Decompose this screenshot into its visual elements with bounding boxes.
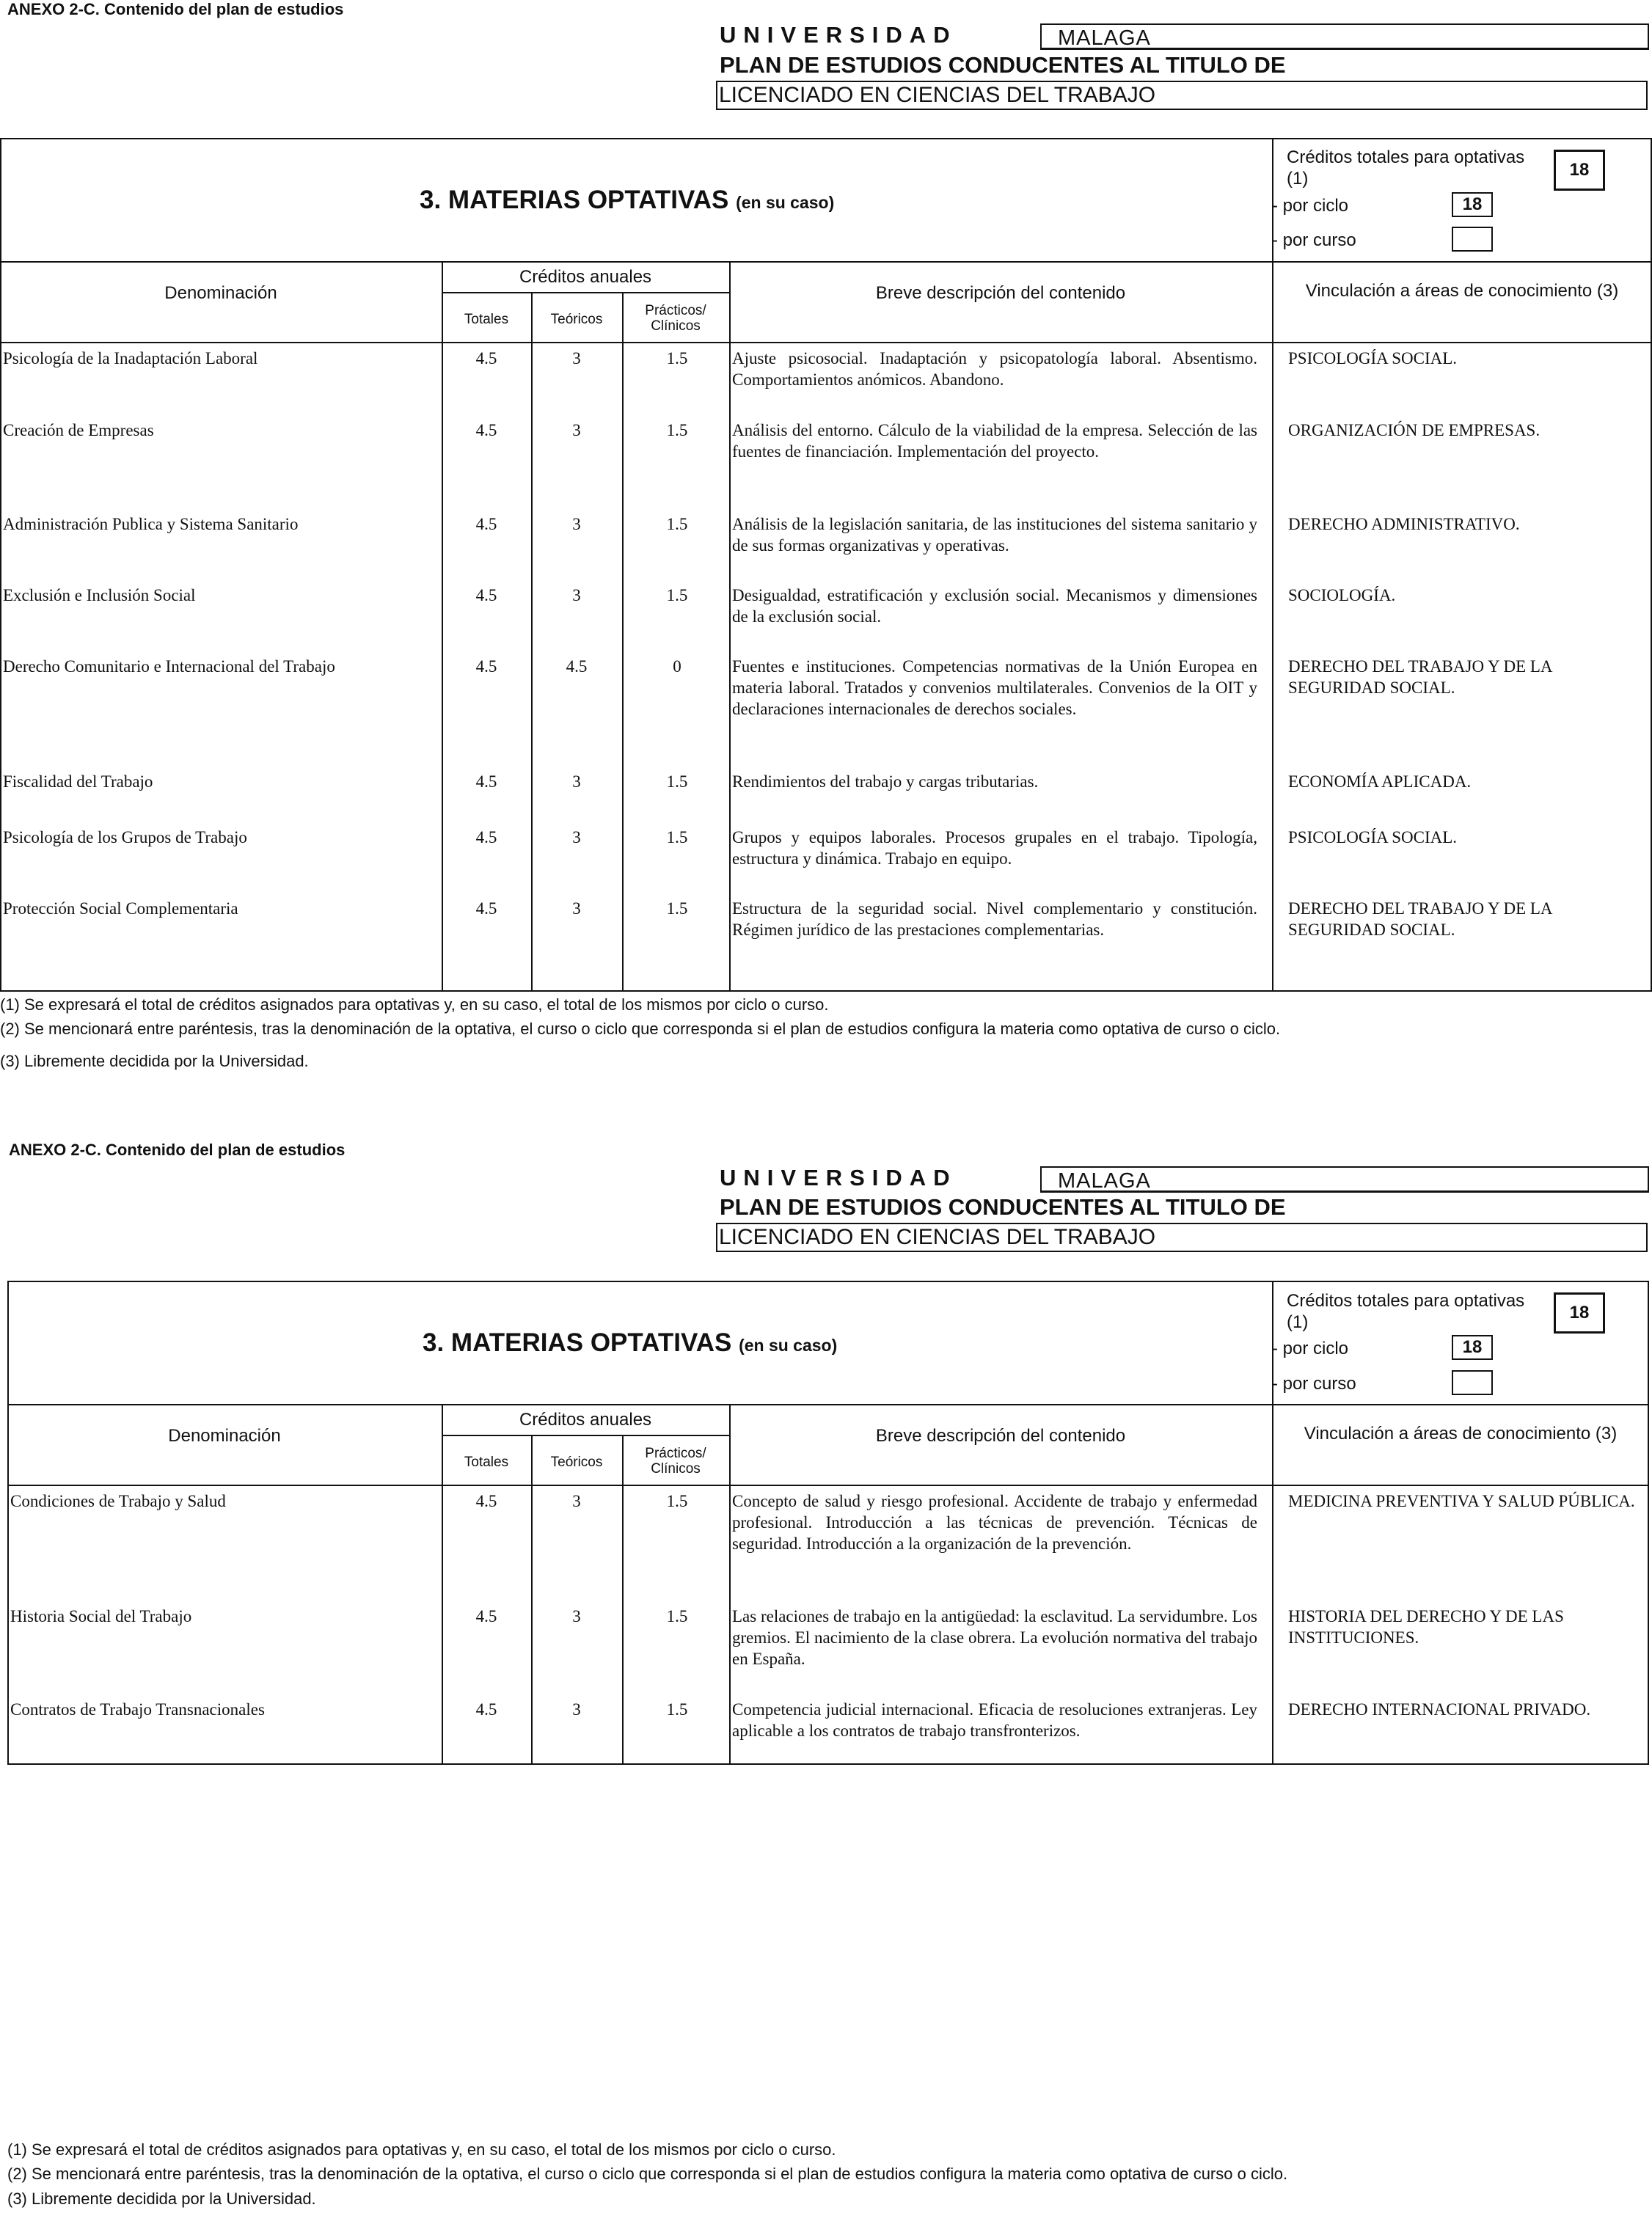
row-descripcion: Rendimientos del trabajo y cargas tributarias.: [732, 772, 1039, 791]
row-practicos: 1.5: [666, 349, 688, 367]
header-denominacion: Denominación: [164, 283, 277, 303]
header-totales: Totales: [464, 312, 509, 327]
row-denominacion: Administración Publica y Sistema Sanitario: [3, 515, 299, 533]
row-area: HISTORIA DEL DERECHO Y DE LAS INSTITUCIONES.: [1288, 1607, 1564, 1647]
footnote-1: (1) Se expresará el total de créditos asignados para optativas y, en su caso, el total de los mismos por ciclo o curso.: [0, 995, 829, 1014]
footnote-2: (2) Se mencionará entre paréntesis, tras la denominación de la optativa, el curso o ciclo que corresponda si el plan de estudios configura la materia como optativa de curso o ciclo.: [0, 1020, 1281, 1038]
row-teoricos: 3: [572, 586, 581, 604]
section-subtitle: (en su caso): [739, 1336, 838, 1355]
row-denominacion: Historia Social del Trabajo: [10, 1607, 192, 1625]
row-area: PSICOLOGÍA SOCIAL.: [1288, 349, 1458, 367]
header-creditos-anuales: Créditos anuales: [519, 267, 652, 287]
row-descripcion: Análisis del entorno. Cálculo de la viabilidad de la empresa. Selección de las fuentes de financiación. Implementación del proyecto.: [732, 421, 1257, 461]
row-area: DERECHO DEL TRABAJO Y DE LA SEGURIDAD SOCIAL.: [1288, 899, 1552, 939]
row-practicos: 1.5: [666, 421, 688, 439]
header-vinculacion: Vinculación a áreas de conocimiento (3): [1305, 281, 1619, 301]
section-title: [423, 1328, 837, 1358]
row-descripcion: Análisis de la legislación sanitaria, de las instituciones del sistema sanitario y de sus formas organizativas y operativas.: [732, 515, 1257, 555]
header-totales: Totales: [464, 1455, 509, 1470]
row-practicos: 1.5: [666, 1700, 688, 1719]
row-descripcion: Estructura de la seguridad social. Nivel complementario y constitución. Régimen jurídico de las prestaciones complementarias.: [732, 899, 1257, 939]
header-denominacion: Denominación: [168, 1426, 281, 1446]
row-area: DERECHO DEL TRABAJO Y DE LA SEGURIDAD SOCIAL.: [1288, 657, 1552, 697]
header-practicos: Prácticos/ Clínicos: [645, 303, 706, 334]
row-teoricos: 3: [572, 1492, 581, 1510]
row-teoricos: 3: [572, 772, 581, 791]
creditos-totales-note: (1): [1287, 1312, 1309, 1332]
por-ciclo-label: - por ciclo: [1272, 196, 1349, 216]
row-teoricos: 3: [572, 1700, 581, 1719]
header-teoricos: Teóricos: [550, 1455, 603, 1470]
creditos-subheader-divider: [442, 1435, 729, 1436]
row-practicos: 1.5: [666, 586, 688, 604]
row-descripcion: Grupos y equipos laborales. Procesos grupales en el trabajo. Tipología, estructura y dinámica. Trabajo en equipo.: [732, 828, 1257, 868]
row-denominacion: Psicología de la Inadaptación Laboral: [3, 349, 258, 367]
row-totales: 4.5: [475, 657, 497, 676]
row-practicos: 1.5: [666, 828, 688, 846]
row-area: MEDICINA PREVENTIVA Y SALUD PÚBLICA.: [1288, 1492, 1635, 1510]
row-practicos: 1.5: [666, 899, 688, 918]
header-divider: [7, 1404, 1649, 1405]
row-descripcion: Desigualdad, estratificación y exclusión social. Mecanismos y dimensiones de la exclusión social.: [732, 586, 1257, 626]
por-ciclo-box: 18: [1452, 192, 1493, 217]
row-totales: 4.5: [475, 586, 497, 604]
header-vinculacion: Vinculación a áreas de conocimiento (3): [1304, 1424, 1618, 1444]
row-teoricos: 3: [572, 349, 581, 367]
titulo-value: LICENCIADO EN CIENCIAS DEL TRABAJO: [716, 81, 1648, 110]
row-teoricos: 3: [572, 421, 581, 439]
row-teoricos: 3: [572, 828, 581, 846]
row-descripcion: Concepto de salud y riesgo profesional. Accidente de trabajo y enfermedad profesional. Introducción a las técnicas de prevención. Técnicas de seguridad. Introducción a la organización de la prevención.: [732, 1492, 1257, 1553]
por-curso-label: - por curso: [1272, 1374, 1356, 1394]
row-area: SOCIOLOGÍA.: [1288, 586, 1396, 604]
row-practicos: 0: [673, 657, 681, 676]
row-denominacion: Exclusión e Inclusión Social: [3, 586, 196, 604]
footnote-3: (3) Libremente decidida por la Universidad.: [7, 2190, 316, 2208]
row-totales: 4.5: [475, 1492, 497, 1510]
row-area: DERECHO ADMINISTRATIVO.: [1288, 515, 1520, 533]
por-ciclo-label: - por ciclo: [1272, 1339, 1349, 1358]
row-descripcion: Ajuste psicosocial. Inadaptación y psicopatología laboral. Absentismo. Comportamientos anómicos. Abandono.: [732, 349, 1257, 389]
col-divider: [622, 1435, 624, 1765]
row-area: ECONOMÍA APLICADA.: [1288, 772, 1472, 791]
row-practicos: 1.5: [666, 1492, 688, 1510]
anexo-label: ANEXO 2-C. Contenido del plan de estudios: [7, 0, 344, 18]
footnote-2: (2) Se mencionará entre paréntesis, tras la denominación de la optativa, el curso o ciclo que corresponda si el plan de estudios configura la materia como optativa de curso o ciclo.: [7, 2165, 1288, 2183]
section-subtitle: (en su caso): [736, 193, 835, 212]
header-descripcion: Breve descripción del contenido: [875, 1426, 1126, 1446]
universidad-value: MALAGA: [1040, 1166, 1649, 1193]
row-area: PSICOLOGÍA SOCIAL.: [1288, 828, 1458, 846]
creditos-totales-text: Créditos totales para optativas: [1287, 147, 1525, 167]
row-totales: 4.5: [475, 1607, 497, 1625]
row-denominacion: Creación de Empresas: [3, 421, 154, 439]
row-totales: 4.5: [475, 1700, 497, 1719]
row-teoricos: 3: [572, 1607, 581, 1625]
titulo-value: LICENCIADO EN CIENCIAS DEL TRABAJO: [716, 1223, 1648, 1252]
header-creditos-anuales: Créditos anuales: [519, 1410, 652, 1430]
creditos-totales-text: Créditos totales para optativas: [1287, 1291, 1525, 1311]
plan-title: PLAN DE ESTUDIOS CONDUCENTES AL TITULO DE: [720, 1194, 1286, 1220]
row-denominacion: Condiciones de Trabajo y Salud: [10, 1492, 226, 1510]
header-teoricos: Teóricos: [550, 312, 603, 327]
row-totales: 4.5: [475, 772, 497, 791]
plan-title: PLAN DE ESTUDIOS CONDUCENTES AL TITULO DE: [720, 52, 1286, 78]
row-totales: 4.5: [475, 421, 497, 439]
creditos-totales-box: 18: [1554, 1292, 1605, 1334]
row-descripcion: Fuentes e instituciones. Competencias normativas de la Unión Europea en materia laboral. Tratados y convenios multilaterales. Convenios de la OIT y declaraciones internacionales de derechos sociales.: [732, 657, 1257, 718]
creditos-totales-note: (1): [1287, 169, 1309, 189]
row-descripcion: Las relaciones de trabajo en la antigüedad: la esclavitud. La servidumbre. Los gremios. El nacimiento de la clase obrera. La evolución normativa del trabajo en España.: [732, 1607, 1257, 1668]
row-practicos: 1.5: [666, 1607, 688, 1625]
col-divider: [729, 1404, 731, 1765]
row-totales: 4.5: [475, 899, 497, 918]
universidad-value: MALAGA: [1040, 23, 1649, 50]
row-teoricos: 3: [572, 899, 581, 918]
row-totales: 4.5: [475, 515, 497, 533]
por-curso-box: [1452, 1370, 1493, 1395]
row-area: DERECHO INTERNACIONAL PRIVADO.: [1288, 1700, 1591, 1719]
por-ciclo-box: 18: [1452, 1335, 1493, 1360]
row-denominacion: Contratos de Trabajo Transnacionales: [10, 1700, 265, 1719]
row-practicos: 1.5: [666, 515, 688, 533]
universidad-label: UNIVERSIDAD: [720, 1165, 957, 1190]
header-practicos: Prácticos/ Clínicos: [645, 1446, 706, 1477]
footnote-1: (1) Se expresará el total de créditos asignados para optativas y, en su caso, el total de los mismos por ciclo o curso.: [7, 2140, 836, 2159]
universidad-label: UNIVERSIDAD: [720, 22, 957, 48]
row-totales: 4.5: [475, 828, 497, 846]
row-totales: 4.5: [475, 349, 497, 367]
row-area: ORGANIZACIÓN DE EMPRESAS.: [1288, 421, 1540, 439]
row-denominacion: Psicología de los Grupos de Trabajo: [3, 828, 247, 846]
por-curso-label: - por curso: [1272, 230, 1356, 250]
section-title-text: 3. MATERIAS OPTATIVAS: [420, 186, 729, 214]
columns-header-divider: [7, 1485, 1649, 1486]
footnote-3: (3) Libremente decidida por la Universidad.: [0, 1052, 309, 1070]
row-denominacion: Derecho Comunitario e Internacional del Trabajo: [3, 657, 335, 676]
row-descripcion: Competencia judicial internacional. Eficacia de resoluciones extranjeras. Ley aplicable a los contratos de trabajo transfronterizos.: [732, 1700, 1257, 1740]
row-practicos: 1.5: [666, 772, 688, 791]
row-teoricos: 3: [572, 515, 581, 533]
section-title-text: 3. MATERIAS OPTATIVAS: [423, 1328, 732, 1357]
creditos-totales-box: 18: [1554, 150, 1605, 191]
row-teoricos: 4.5: [566, 657, 588, 676]
row-denominacion: Protección Social Complementaria: [3, 899, 238, 918]
creditos-totales-label: [1287, 1290, 1551, 1333]
row-denominacion: Fiscalidad del Trabajo: [3, 772, 153, 791]
header-descripcion: Breve descripción del contenido: [875, 283, 1126, 303]
anexo-label: ANEXO 2-C. Contenido del plan de estudios: [9, 1141, 346, 1159]
